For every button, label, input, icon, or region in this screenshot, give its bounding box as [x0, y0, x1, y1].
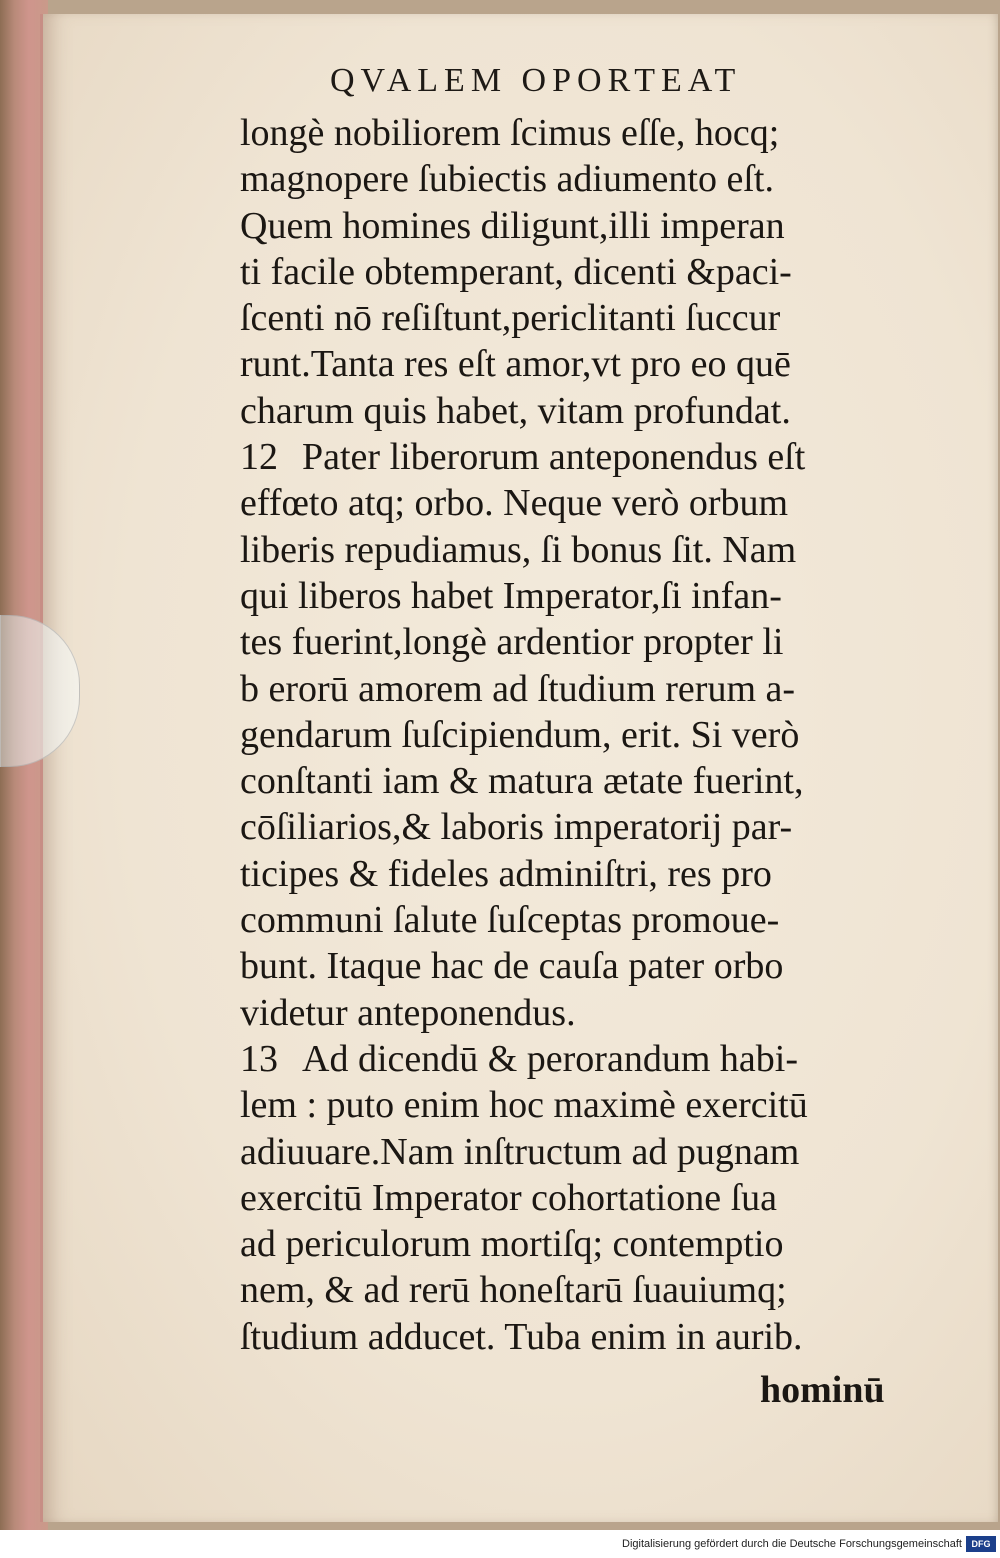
line-text: ſcenti nō reſiſtunt,periclitanti ſuccur: [240, 297, 781, 340]
line-text: bunt. Itaque hac de cauſa pater orbo: [240, 945, 784, 988]
line-text: adiuuare.Nam inſtructum ad pugnam: [240, 1130, 800, 1173]
text-line: [240, 1082, 930, 1128]
section-number: 13: [240, 1037, 278, 1080]
text-line: [240, 1175, 930, 1221]
text-line: [240, 156, 930, 202]
text-line: [240, 1129, 930, 1175]
text-line: [240, 341, 930, 387]
text-line: [240, 619, 930, 665]
line-text: cōſiliarios,& laboris imperatorij par-: [240, 806, 793, 849]
text-line: [240, 203, 930, 249]
text-line: [240, 943, 930, 989]
text-line: [240, 295, 930, 341]
text-line: [240, 573, 930, 619]
text-line: [240, 1267, 930, 1313]
text-line: [240, 527, 930, 573]
line-text: qui liberos habet Imperator,ſi infan-: [240, 574, 782, 617]
line-text: effœto atq; orbo. Neque verò orbum: [240, 482, 789, 525]
line-text: Ad dicendū & perorandum habi-: [302, 1037, 798, 1080]
line-text: ſtudium adducet. Tuba enim in aurib.: [240, 1315, 803, 1358]
line-text: lem : puto enim hoc maximè exercitū: [240, 1084, 808, 1127]
line-text: Pater liberorum anteponendus eſt: [302, 436, 806, 479]
section-number: 12: [240, 436, 278, 479]
text-line: [240, 758, 930, 804]
line-text: liberis repudiamus, ſi bonus ſit. Nam: [240, 528, 797, 571]
text-line: [240, 712, 930, 758]
text-line: [240, 804, 930, 850]
text-line: [240, 249, 930, 295]
dfg-logo: DFG: [966, 1536, 996, 1552]
line-text: magnopere ſubiectis adiumento eſt.: [240, 158, 774, 201]
text-line: [240, 388, 930, 434]
page-body: [240, 110, 930, 1360]
line-text: communi ſalute ſuſceptas promoue-: [240, 899, 780, 942]
line-text: ad periculorum mortiſq; contemptio: [240, 1223, 784, 1266]
text-line: [240, 666, 930, 712]
line-text: Quem homines diligunt,illi imperan: [240, 204, 785, 247]
catchword: hominū: [760, 1369, 885, 1411]
line-text: nem, & ad rerū honeſtarū ſuauiumq;: [240, 1269, 787, 1312]
line-text: b erorū amorem ad ſtudium rerum a-: [240, 667, 796, 710]
text-line: [240, 1036, 930, 1082]
line-text: conſtanti iam & matura ætate fuerint,: [240, 760, 804, 803]
line-text: gendarum ſuſcipiendum, erit. Si verò: [240, 713, 800, 756]
line-text: tes fuerint,longè ardentior propter li: [240, 621, 784, 664]
text-line: [240, 1314, 930, 1360]
line-text: ti facile obtemperant, dicenti &paci-: [240, 250, 792, 293]
running-header: QVALEM OPORTEAT: [330, 62, 742, 99]
line-text: charum quis habet, vitam profundat.: [240, 389, 791, 432]
text-line: [240, 1221, 930, 1267]
funding-credit: Digitalisierung gefördert durch die Deutsche Forschungsgemeinschaft: [622, 1538, 962, 1550]
line-text: longè nobiliorem ſcimus eſſe, hocq;: [240, 112, 780, 154]
text-line: [240, 990, 930, 1036]
text-line: [240, 851, 930, 897]
text-line: [240, 897, 930, 943]
line-text: exercitū Imperator cohortatione ſua: [240, 1176, 778, 1219]
line-text: runt.Tanta res eſt amor,vt pro eo quē: [240, 343, 791, 386]
text-line: [240, 434, 930, 480]
line-text: videtur anteponendus.: [240, 991, 576, 1034]
text-line: [240, 480, 930, 526]
digitization-footer: [0, 1530, 1000, 1558]
text-line: [240, 110, 930, 156]
line-text: ticipes & fideles adminiſtri, res pro: [240, 852, 772, 895]
